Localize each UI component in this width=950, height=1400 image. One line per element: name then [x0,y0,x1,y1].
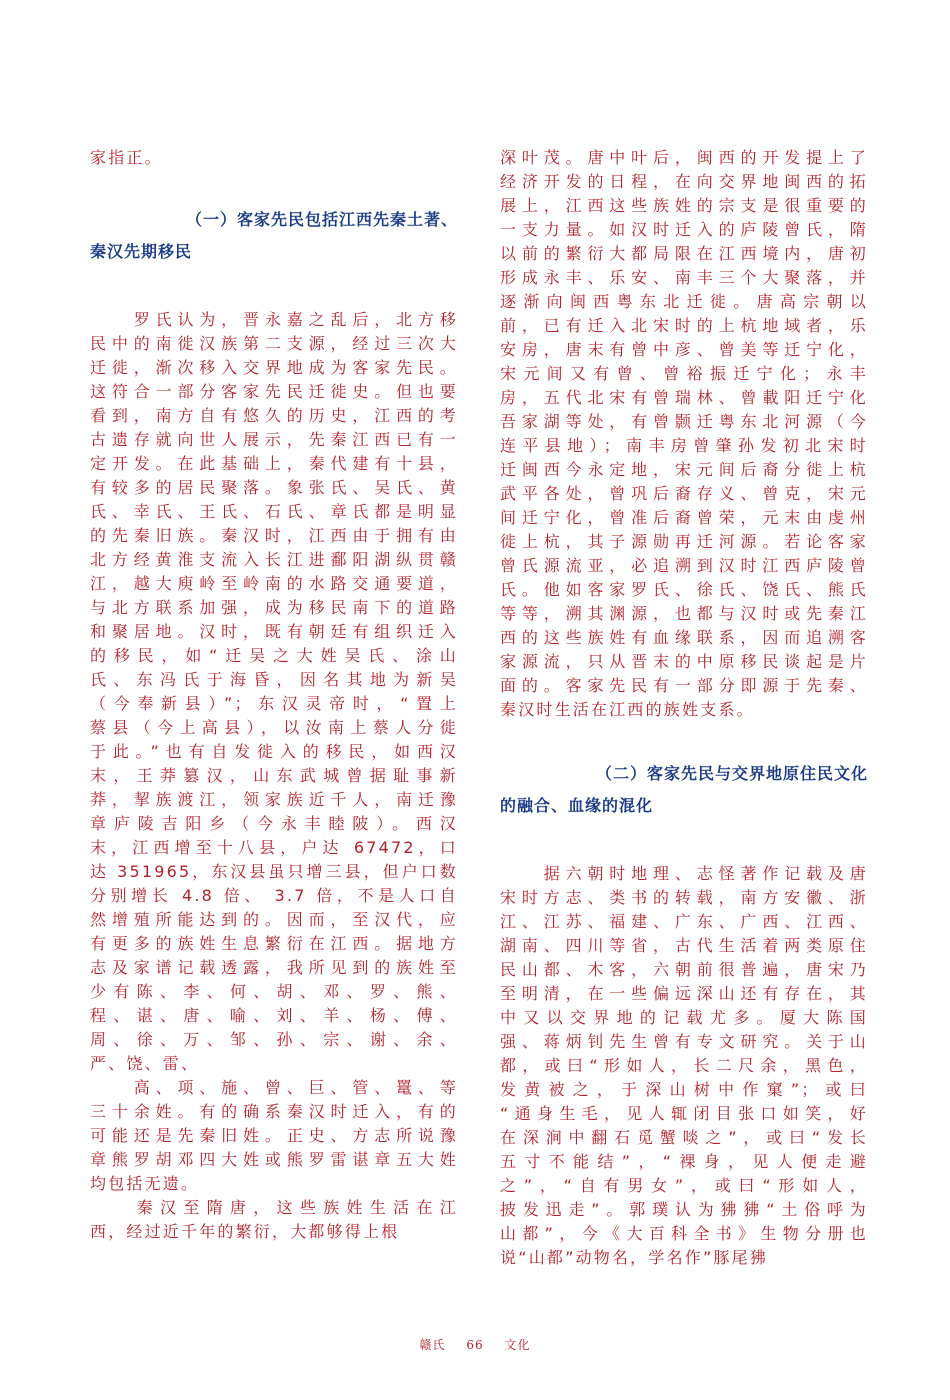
text-line: 然增殖所能达到的。因而，至汉代，应 [90,910,458,929]
text-line: 中又以交界地的记载尤多。厦大陈国 [500,1008,868,1027]
text-line: 至明清，在一些偏远深山还有存在，其 [500,984,868,1003]
section-heading-1-line-1: （一）客家先民包括江西先秦土著、 [185,210,458,229]
text-line: 末，王莽篡汉，山东武城曾据耻事新 [90,766,458,785]
text-line: 民中的南徙汉族第二支源，经过三次大 [90,334,458,353]
left-intro-text [90,146,458,170]
text-line: 看到，南方自有悠久的历史，江西的考 [90,406,458,425]
text-line: 分别增长 4.8 倍、 3.7 倍，不是人口自 [90,886,458,905]
text-line: 程、谌、唐、喻、刘、羊、杨、傅、 [90,1006,458,1025]
text-line: 迁闽西今永定地，宋元间后裔分徙上杭 [500,460,868,479]
text-line: 均包括无遗。 [90,1174,200,1193]
text-line: 蔡县（今上高县），以汝南上蔡人分徙 [90,718,458,737]
section-heading-2 [500,758,868,822]
text-line: 古遗存就向世人展示，先秦江西已有一 [90,430,458,449]
text-line: 曾氏源流亚，必追溯到汉时江西庐陵曾 [500,556,868,575]
text-line: 逐渐向闽西粤东北迁徙。唐高宗朝以 [500,292,868,311]
text-line: 有更多的族姓生息繁衍在江西。据地方 [90,934,458,953]
text-line: 经济开发的日程，在向交界地闽西的拓 [500,172,868,191]
text-line: 氏。他如客家罗氏、徐氏、饶氏、熊氏 [500,580,868,599]
text-line: 章熊罗胡邓四大姓或熊罗雷谌章五大姓 [90,1150,458,1169]
text-line: 家源流，只从晋末的中原移民谈起是片 [500,652,868,671]
text-line: 吾家湖等处，有曾颢迁粤东北河源（今 [500,412,868,431]
text-line: 迁徙，渐次移入交界地成为客家先民。 [90,358,458,377]
text-line: 西的这些族姓有血缘联系，因而追溯客 [500,628,868,647]
text-line: 于此。”也有自发徙入的移民，如西汉 [90,742,458,761]
right-column [500,146,868,1270]
page-footer [0,1336,950,1353]
text-line: 形成永丰、乐安、南丰三个大聚落，并 [500,268,868,287]
text-line: 江、江苏、福建、广东、广西、江西、 [500,912,868,931]
right-top-text [500,146,868,722]
text-line: （今奉新县）”；东汉灵帝时，“置上 [90,694,458,713]
text-line: 以前的繁衍大都局限在江西境内，唐初 [500,244,868,263]
text-line: 在深涧中翻石觅蟹啖之”，或曰“发长 [500,1128,868,1147]
text-line: 这符合一部分客家先民迁徙史。但也要 [90,382,458,401]
text-line: 氏、幸氏、王氏、石氏、章氏都是明显 [90,502,458,521]
text-line: 一支力量。如汉时迁入的庐陵曾氏，隋 [500,220,868,239]
text-line: 西，经过近千年的繁衍，大都够得上根 [90,1222,400,1241]
text-line: 与北方联系加强，成为移民南下的道路 [90,598,458,617]
right-body-text [500,862,868,1270]
text-line: 和聚居地。汉时，既有朝廷有组织迁入 [90,622,458,641]
text-line: 定开发。在此基础上，秦代建有十县， [90,454,458,473]
text-line: 达 351965，东汉县虽只增三县，但户口数 [90,862,458,881]
text-line: “通身生毛，见人辄闭目张口如笑，好 [500,1104,868,1123]
text-line: 秦汉至隋唐，这些族姓生活在江 [90,1198,458,1217]
left-body-text [90,308,458,1244]
text-line: 章庐陵吉阳乡（今永丰睦陂）。西汉 [90,814,458,833]
text-line: 有较多的居民聚落。象张氏、吴氏、黄 [90,478,458,497]
text-line: 都，或曰“形如人，长二尺余，黑色， [500,1056,868,1075]
text-line: 武平各处，曾巩后裔存义、曾克，宋元 [500,484,868,503]
text-line: 等等，溯其渊源，也都与汉时或先秦江 [500,604,868,623]
footer-magazine-right: 文化 [504,1338,531,1352]
text-line: 罗氏认为，晋永嘉之乱后，北方移 [90,310,458,329]
section-heading-1-line-2: 秦汉先期移民 [90,242,193,261]
text-line: 徙上杭，其子源勋再迁河源。若论客家 [500,532,868,551]
footer-magazine-left: 赣氏 [419,1338,446,1352]
text-line: 北方经黄淮支流入长江进鄱阳湖纵贯赣 [90,550,458,569]
text-line: 周、徐、万、邹、孙、宗、谢、余、 [90,1030,458,1049]
text-line: 秦汉时生活在江西的族姓支系。 [500,700,755,719]
text-line: 家指正。 [90,148,163,167]
text-line: 三十余姓。有的确系秦汉时迁入，有的 [90,1102,458,1121]
text-line: 高、项、施、曾、巨、管、鼍、等 [90,1078,458,1097]
text-line: 少有陈、李、何、胡、邓、罗、熊、 [90,982,458,1001]
section-heading-2-line-1: （二）客家先民与交界地原住民文化 [595,764,868,783]
text-line: 强、蒋炳钊先生曾有专文研究。关于山 [500,1032,868,1051]
text-line: 宋时方志、类书的转载，南方安徽、浙 [500,888,868,907]
text-line: 之”，“自有男女”，或曰“形如人， [500,1176,868,1195]
text-line: 展上，江西这些族姓的宗支是很重要的 [500,196,868,215]
text-line: 江，越大庾岭至岭南的水路交通要道， [90,574,458,593]
left-column [90,146,458,1244]
text-line: 的移民，如“迁吴之大姓吴氏、涂山 [90,646,458,665]
page-number: 66 [466,1338,484,1352]
text-line: 据六朝时地理、志怪著作记载及唐 [500,864,868,883]
text-line: 可能还是先秦旧姓。正史、方志所说豫 [90,1126,458,1145]
text-line: 前，已有迁入北宋时的上杭地域者，乐 [500,316,868,335]
text-line: 志及家谱记载透露，我所见到的族姓至 [90,958,458,977]
text-line: 严、饶、雷、 [90,1054,200,1073]
text-line: 披发迅走”。郭璞认为狒狒“土俗呼为 [500,1200,868,1219]
text-line: 深叶茂。唐中叶后，闽西的开发提上了 [500,148,868,167]
text-line: 间迁宁化，曾准后裔曾荣，元末由虔州 [500,508,868,527]
text-line: 宋元间又有曾、曾裕振迁宁化；永丰 [500,364,868,383]
section-heading-2-line-2: 的融合、血缘的混化 [500,796,654,815]
text-line: 末，江西增至十八县，户达 67472，口 [90,838,458,857]
text-line: 湖南、四川等省，古代生活着两类原住 [500,936,868,955]
section-heading-1 [90,204,458,268]
text-line: 民山都、木客，六朝前很普遍，唐宋乃 [500,960,868,979]
text-line: 说“山都”动物名，学名作”豚尾狒 [500,1248,769,1267]
text-line: 氏、东冯氏于海昏，因名其地为新吴 [90,670,458,689]
text-line: 发黄被之，于深山树中作窠”；或曰 [500,1080,868,1099]
text-line: 房，五代北宋有曾瑞林、曾載阳迁宁化 [500,388,868,407]
text-line: 山都”，今《大百科全书》生物分册也 [500,1224,868,1243]
text-line: 面的。客家先民有一部分即源于先秦、 [500,676,868,695]
text-line: 安房，唐末有曾中彦、曾美等迁宁化， [500,340,868,359]
text-line: 连平县地）；南丰房曾肇孙发初北宋时 [500,436,868,455]
text-line: 五寸不能结”，“裸身，见人便走避 [500,1152,868,1171]
text-line: 莽，挈族渡江，领家族近千人，南迁豫 [90,790,458,809]
text-line: 的先秦旧族。秦汉时，江西由于拥有由 [90,526,458,545]
